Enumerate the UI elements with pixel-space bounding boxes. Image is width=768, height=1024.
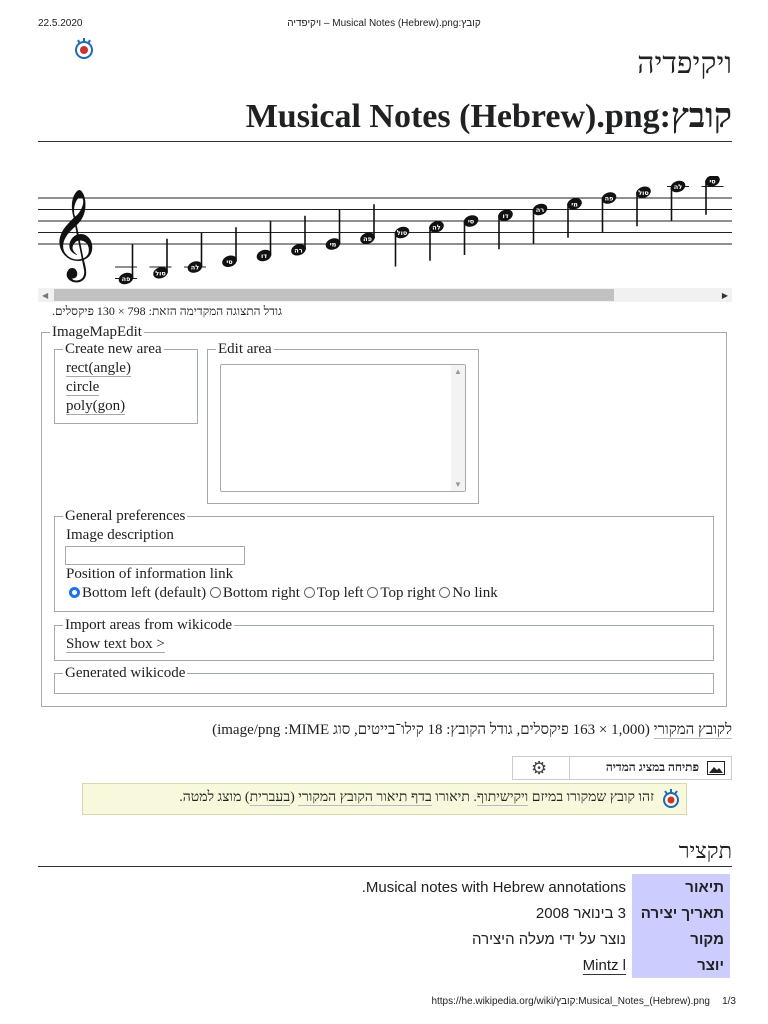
show-text-box-link[interactable] <box>66 635 165 654</box>
summary-value: 3 בינואר 2008 <box>535 904 626 922</box>
note-label: פה <box>121 275 131 283</box>
description-page-link[interactable]: בדף תיאור הקובץ המקורי <box>298 790 432 805</box>
note-label: סי <box>467 217 475 226</box>
note-label: רה <box>535 206 545 214</box>
radio-no-link[interactable] <box>439 585 497 601</box>
generated-wikicode-legend: Generated wikicode <box>65 665 186 681</box>
note-label: דו <box>260 252 268 260</box>
summary-key: תיאור <box>632 874 730 900</box>
edit-area-textarea[interactable] <box>220 364 466 492</box>
radio-top-left-label[interactable]: Top left <box>316 585 364 601</box>
note-label: דו <box>502 211 509 220</box>
imagemapedit-legend: ImageMapEdit <box>52 324 142 340</box>
commons-notice-box <box>82 783 687 815</box>
note-label: סול <box>396 229 408 237</box>
summary-divider <box>38 866 732 867</box>
circle-option[interactable] <box>66 378 99 397</box>
summary-row <box>300 874 730 900</box>
note-label: רה <box>294 246 303 255</box>
image-description-label: Image description <box>66 527 174 543</box>
summary-value: Musical notes with Hebrew annotations. <box>361 878 626 896</box>
commons-notice-text <box>179 790 654 806</box>
musical-notes-image[interactable] <box>38 176 732 288</box>
notice-part3: ( <box>290 790 299 805</box>
radio-button[interactable] <box>304 587 315 598</box>
treble-clef-icon: 𝄞 <box>50 189 97 279</box>
preview-size-text: גודל התצוגה המקדימה הזאת: 798 × 130 פיקסלים. <box>51 304 282 318</box>
summary-row <box>300 952 730 978</box>
note-label: לה <box>432 223 441 232</box>
rect-option-label[interactable]: rect(angle) <box>66 360 131 376</box>
note-label: סול <box>155 269 166 278</box>
scroll-right-icon[interactable]: ▶ <box>721 291 728 300</box>
textarea-scrollbar[interactable] <box>451 365 465 491</box>
summary-table <box>300 874 730 978</box>
image-scrollbar[interactable] <box>38 288 732 302</box>
note-label: לה <box>190 263 200 272</box>
position-label: Position of information link <box>66 566 234 582</box>
notice-part4: ) מוצג למטה. <box>179 790 250 805</box>
radio-button[interactable] <box>210 587 221 598</box>
commons-link[interactable]: ויקישיתוף <box>476 790 529 805</box>
radio-button[interactable] <box>367 587 378 598</box>
note-label: פה <box>604 194 614 203</box>
original-file-info: (1,000 × 163 פיקסלים, גודל הקובץ: 18 קילו־בייטים, סוג MIME: ‏image/png) <box>212 722 654 738</box>
radio-button-selected[interactable] <box>69 587 80 598</box>
note-label: סי <box>226 257 233 266</box>
scrollbar-thumb[interactable] <box>54 289 614 301</box>
image-description-input[interactable] <box>65 546 245 565</box>
create-new-area-legend: Create new area <box>65 341 162 357</box>
radio-bottom-right-label[interactable]: Bottom right <box>222 585 300 601</box>
import-areas-legend: Import areas from wikicode <box>65 617 233 633</box>
radio-no-link-label[interactable]: No link <box>452 585 498 601</box>
summary-key: תאריך יצירה <box>632 900 730 926</box>
note-label: מי <box>329 240 337 249</box>
radio-top-right-label[interactable]: Top right <box>380 585 436 601</box>
original-file-line <box>212 722 732 739</box>
note-label: לה <box>673 183 683 191</box>
note-label: סול <box>638 188 649 197</box>
rect-option[interactable] <box>66 359 131 378</box>
scroll-left-icon[interactable]: ◀ <box>42 291 49 300</box>
summary-value <box>300 952 632 978</box>
scroll-up-icon[interactable]: ▲ <box>454 367 462 376</box>
radio-bottom-left[interactable] <box>69 585 206 601</box>
gear-icon[interactable]: ⚙ <box>531 758 548 778</box>
general-preferences-legend: General preferences <box>65 508 186 524</box>
summary-key: יוצר <box>632 952 730 978</box>
radio-bottom-left-label[interactable]: Bottom left (default) <box>82 585 207 601</box>
position-radio-group <box>69 584 498 603</box>
show-text-box-label[interactable]: Show text box > <box>66 636 165 652</box>
commons-logo-icon[interactable] <box>660 788 682 810</box>
media-viewer-icon[interactable] <box>707 761 725 775</box>
title-divider <box>38 141 732 142</box>
wikipedia-logo-icon[interactable] <box>72 36 96 62</box>
note-label: מי <box>571 200 578 209</box>
language-link[interactable]: בעברית <box>249 790 291 805</box>
print-date: 22.5.2020 <box>38 18 83 29</box>
author-link[interactable]: Mintz l <box>582 956 626 974</box>
scroll-down-icon[interactable]: ▼ <box>454 480 462 489</box>
print-footer-url: https://he.wikipedia.org/wiki/קובץ:Musical_Notes_(Hebrew).png <box>431 996 710 1007</box>
poly-option[interactable] <box>66 397 125 416</box>
notice-part1: זהו קובץ שמקורו במיזם <box>528 790 654 805</box>
poly-option-label[interactable]: poly(gon) <box>66 398 126 414</box>
media-viewer-bar <box>512 756 732 780</box>
circle-option-label[interactable]: circle <box>66 379 100 395</box>
summary-row <box>300 926 730 952</box>
note-label: פה <box>363 234 372 243</box>
original-file-link[interactable]: לקובץ המקורי <box>653 722 732 738</box>
note-label: סי <box>709 177 716 186</box>
radio-bottom-right[interactable] <box>210 585 300 601</box>
open-media-viewer-button[interactable]: פתיחה במציג המדיה <box>605 760 699 774</box>
radio-button[interactable] <box>439 587 450 598</box>
summary-key: מקור <box>632 926 730 952</box>
page-title: קובץ:Musical Notes (Hebrew).png <box>245 98 732 135</box>
notice-part2: . תיאורו <box>431 790 477 805</box>
settings-button[interactable] <box>513 757 570 779</box>
radio-top-right[interactable] <box>367 585 435 601</box>
site-name: ויקיפדיה <box>637 47 732 80</box>
radio-top-left[interactable] <box>304 585 364 601</box>
summary-heading: תקציר <box>678 838 732 863</box>
edit-area-legend: Edit area <box>218 341 272 357</box>
generated-wikicode-group <box>54 666 714 694</box>
summary-row <box>300 900 730 926</box>
print-footer-page: 1/3 <box>722 996 736 1007</box>
summary-value: נוצר על ידי מעלה היצירה <box>472 930 626 948</box>
print-title: קובץ:Musical Notes (Hebrew).png – ויקיפדיה <box>287 18 481 29</box>
